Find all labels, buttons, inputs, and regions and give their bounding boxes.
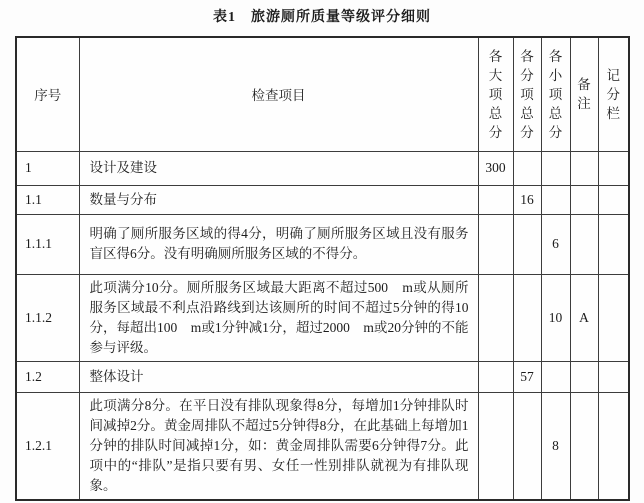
major-total-cell (478, 392, 513, 500)
table-row (16, 392, 629, 500)
inspection-item-cell: 此项满分8分。在平日没有排队现象得8分，每增加1分钟排队时间减掉2分。黄金周排队不超过5分钟得8分，在此基础上每增加1分钟的排队时间减掉1分，如：黄金周排队需要6分钟得7分。此项中的“排队”是指只要有男、女任一性别排队就视为有排队现象。 (79, 392, 478, 500)
scoring-rules-table (15, 36, 630, 501)
note-cell (570, 214, 598, 274)
note-cell (570, 185, 598, 214)
score-cell (598, 392, 629, 500)
sub-total-cell (513, 392, 541, 500)
score-cell (598, 361, 629, 392)
serial-number-cell: 1.1.2 (16, 274, 79, 361)
note-vertical-label: 备注 (577, 77, 591, 112)
score-cell (598, 185, 629, 214)
sub-total-cell: 16 (513, 185, 541, 214)
major-total-cell (478, 361, 513, 392)
note-cell (570, 151, 598, 185)
serial-number-cell: 1.2.1 (16, 392, 79, 500)
score-vertical-label: 记分栏 (606, 67, 620, 121)
minor-total-vertical-label: 各小项总分 (548, 48, 563, 140)
note-cell (570, 392, 598, 500)
col-header-minor-item-total (541, 37, 570, 151)
col-header-score-column (598, 37, 629, 151)
minor-total-cell (541, 185, 570, 214)
table-title: 表1 旅游厕所质量等级评分细则 (213, 10, 431, 25)
serial-number-cell: 1.2 (16, 361, 79, 392)
serial-number-cell: 1.1.1 (16, 214, 79, 274)
col-header-major-item-total (478, 37, 513, 151)
minor-total-cell: 6 (541, 214, 570, 274)
inspection-item-cell: 整体设计 (79, 361, 478, 392)
minor-total-cell: 8 (541, 392, 570, 500)
inspection-item-cell: 此项满分10分。厕所服务区域最大距离不超过500 m或从厕所服务区域最不利点沿路线到达该厕所的时间不超过5分钟的得10分，每超出100 m或1分钟减1分，超过2000 m或20分钟的不能参与评级。 (79, 274, 478, 361)
major-total-vertical-label: 各大项总分 (488, 48, 503, 140)
major-total-cell (478, 274, 513, 361)
sub-total-cell (513, 151, 541, 185)
sub-total-cell: 57 (513, 361, 541, 392)
col-header-inspection-item: 检查项目 (79, 37, 478, 151)
table-row (16, 274, 629, 361)
inspection-item-cell: 明确了厕所服务区域的得4分，明确了厕所服务区域且没有服务盲区得6分。没有明确厕所服务区域的不得分。 (79, 214, 478, 274)
header-row (16, 37, 629, 151)
major-total-cell: 300 (478, 151, 513, 185)
serial-number-cell: 1.1 (16, 185, 79, 214)
score-cell (598, 274, 629, 361)
major-total-cell (478, 214, 513, 274)
note-cell: A (570, 274, 598, 361)
col-header-serial-number: 序号 (16, 37, 79, 151)
col-header-sub-item-total (513, 37, 541, 151)
col-header-note (570, 37, 598, 151)
sub-total-cell (513, 274, 541, 361)
minor-total-cell (541, 361, 570, 392)
minor-total-cell (541, 151, 570, 185)
major-total-cell (478, 185, 513, 214)
table-row (16, 361, 629, 392)
inspection-item-cell: 数量与分布 (79, 185, 478, 214)
table-row (16, 185, 629, 214)
sub-total-cell (513, 214, 541, 274)
inspection-item-cell: 设计及建设 (79, 151, 478, 185)
table-row (16, 214, 629, 274)
table-row (16, 151, 629, 185)
score-cell (598, 151, 629, 185)
serial-number-cell: 1 (16, 151, 79, 185)
minor-total-cell: 10 (541, 274, 570, 361)
sub-total-vertical-label: 各分项总分 (520, 48, 534, 140)
score-cell (598, 214, 629, 274)
note-cell (570, 361, 598, 392)
